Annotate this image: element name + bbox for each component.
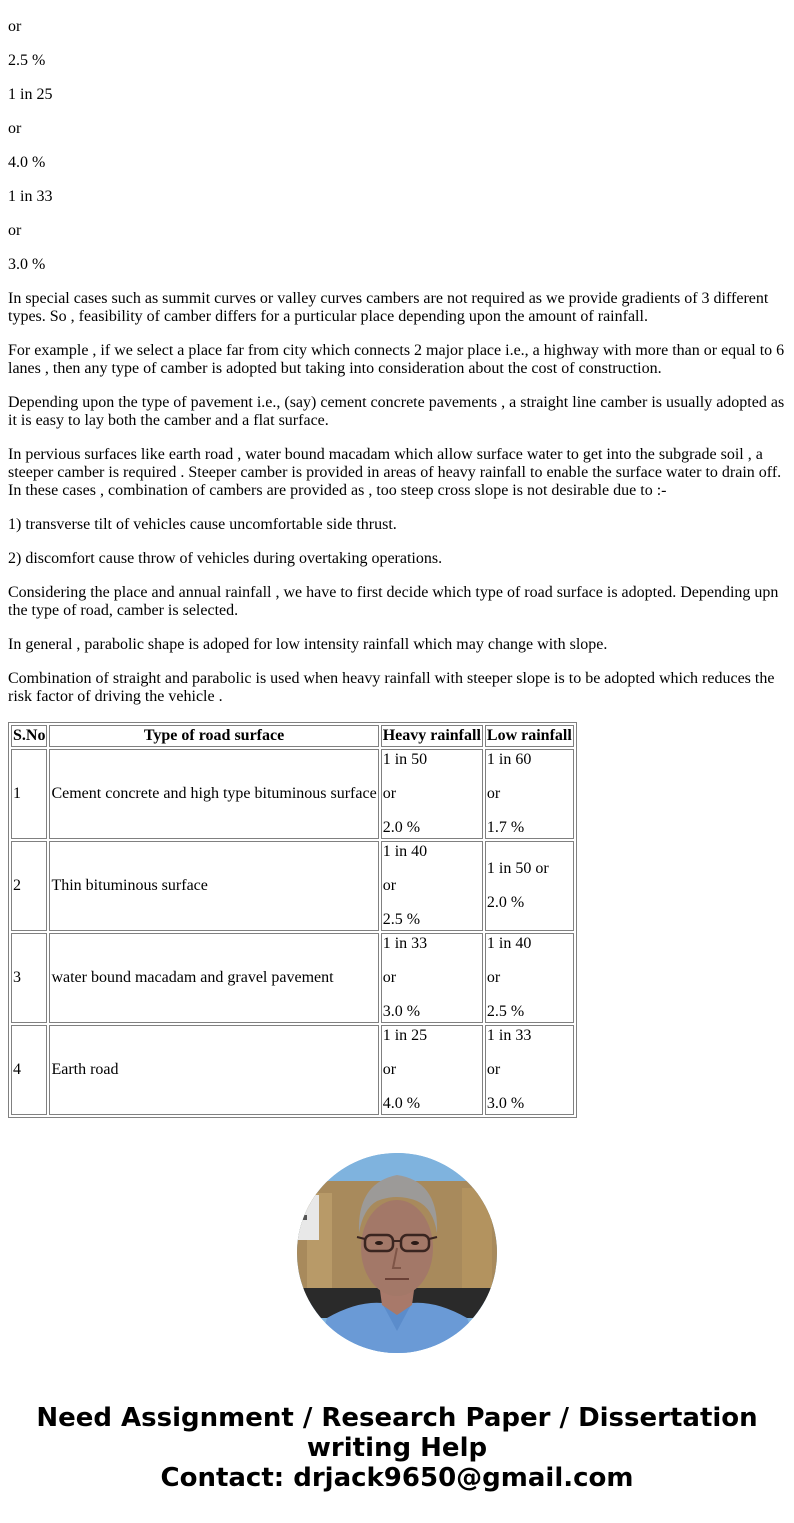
cell-surface: Earth road (49, 1025, 378, 1115)
cell-heavy (381, 933, 483, 1023)
cell-line: or (382, 969, 397, 986)
paragraph-example: For example , if we select a place far from city which connects 2 major place i.e., a highway with more than or equal to 6 lanes , then any type of camber is adopted but taking into consideration about the cost of construction. (8, 342, 785, 377)
value-line: 2.5 % (8, 52, 46, 69)
cell-line: or (486, 1061, 501, 1078)
cell-line: 2.0 % (486, 894, 525, 911)
cell-line: 1 in 50 (382, 751, 428, 768)
table-row (11, 749, 574, 839)
paragraph-combination: Combination of straight and parabolic is used when heavy rainfall with steeper slope is to be adopted which reduces the risk factor of driving the vehicle . (8, 670, 775, 705)
cell-line: 2.5 % (486, 1003, 525, 1020)
cell-line: 1 in 60 (486, 751, 532, 768)
cell-line: 1.7 % (486, 819, 525, 836)
cell-sno: 4 (11, 1025, 47, 1115)
value-line: 4.0 % (8, 154, 46, 171)
value-line: 1 in 25 (8, 86, 53, 103)
cell-sno: 2 (11, 841, 47, 931)
cell-sno: 3 (11, 933, 47, 1023)
value-line: 3.0 % (8, 256, 46, 273)
cell-surface: water bound macadam and gravel pavement (49, 933, 378, 1023)
value-line: or (8, 120, 22, 137)
value-line: or (8, 222, 22, 239)
list-item-reason-1: 1) transverse tilt of vehicles cause uncomfortable side thrust. (8, 516, 397, 533)
cell-line: 1 in 33 (486, 1027, 532, 1044)
cell-heavy (381, 749, 483, 839)
table-row (11, 1025, 574, 1115)
paragraph-pavement-type: Depending upon the type of pavement i.e., (say) cement concrete pavements , a straight line camber is usually adopted as it is easy to lay both the camber and a flat surface. (8, 394, 785, 429)
cell-line: 3.0 % (382, 1003, 421, 1020)
cell-line: 1 in 40 (486, 935, 532, 952)
cell-heavy (381, 1025, 483, 1115)
header-surface: Type of road surface (49, 725, 378, 747)
promo-line-1: Need Assignment / Research Paper / Dissertation (36, 1403, 758, 1433)
header-low-rainfall: Low rainfall (485, 725, 574, 747)
cell-line: 2.0 % (382, 819, 421, 836)
cell-line: or (486, 969, 501, 986)
cell-surface: Cement concrete and high type bituminous surface (49, 749, 378, 839)
cell-low (485, 933, 574, 1023)
document-body (8, 0, 786, 1118)
paragraph-special-cases: In special cases such as summit curves or valley curves cambers are not required as we provide gradients of 3 different types. So , feasibility of camber differs for a purticular place depending upon the amount of rainfall. (8, 290, 769, 325)
cell-line: 1 in 33 (382, 935, 428, 952)
cell-line: or (486, 785, 501, 802)
promo-banner (0, 1403, 794, 1493)
cell-line: 2.5 % (382, 911, 421, 928)
avatar (297, 1153, 497, 1353)
table-header-row (11, 725, 574, 747)
cell-line: or (382, 1061, 397, 1078)
cell-heavy (381, 841, 483, 931)
promo-line-2: writing Help (306, 1433, 488, 1463)
value-line (8, 0, 786, 2)
value-line: 1 in 33 (8, 188, 53, 205)
list-item-reason-2: 2) discomfort cause throw of vehicles during overtaking operations. (8, 550, 443, 567)
paragraph-pervious-surfaces: In pervious surfaces like earth road , water bound macadam which allow surface water to get into the subgrade soil , a steeper camber is required . Steeper camber is provided in areas of heavy rainfall to enable the surface water to drain off. In these cases , combination of cambers are provided as , too steep cross slope is not desirable due to :- (8, 446, 782, 499)
table-row (11, 841, 574, 931)
cell-sno: 1 (11, 749, 47, 839)
portrait-illustration (297, 1153, 497, 1353)
header-sno: S.No (11, 725, 47, 747)
camber-table (8, 722, 577, 1118)
cell-line: or (382, 785, 397, 802)
header-heavy-rainfall: Heavy rainfall (381, 725, 483, 747)
paragraph-parabolic: In general , parabolic shape is adoped for low intensity rainfall which may change with slope. (8, 636, 608, 653)
cell-line: 4.0 % (382, 1095, 421, 1112)
cell-line: or (382, 877, 397, 894)
cell-low (485, 841, 574, 931)
promo-contact: Contact: drjack9650@gmail.com (160, 1463, 634, 1493)
cell-line: 1 in 25 (382, 1027, 428, 1044)
cell-low (485, 749, 574, 839)
cell-line: 3.0 % (486, 1095, 525, 1112)
cell-surface: Thin bituminous surface (49, 841, 378, 931)
cell-line: 1 in 40 (382, 843, 428, 860)
table-row (11, 933, 574, 1023)
cell-low (485, 1025, 574, 1115)
value-line: or (8, 18, 22, 35)
paragraph-considering: Considering the place and annual rainfall , we have to first decide which type of road surface is adopted. Depending upn the type of road, camber is selected. (8, 584, 779, 619)
cell-line: 1 in 50 or (486, 860, 549, 877)
